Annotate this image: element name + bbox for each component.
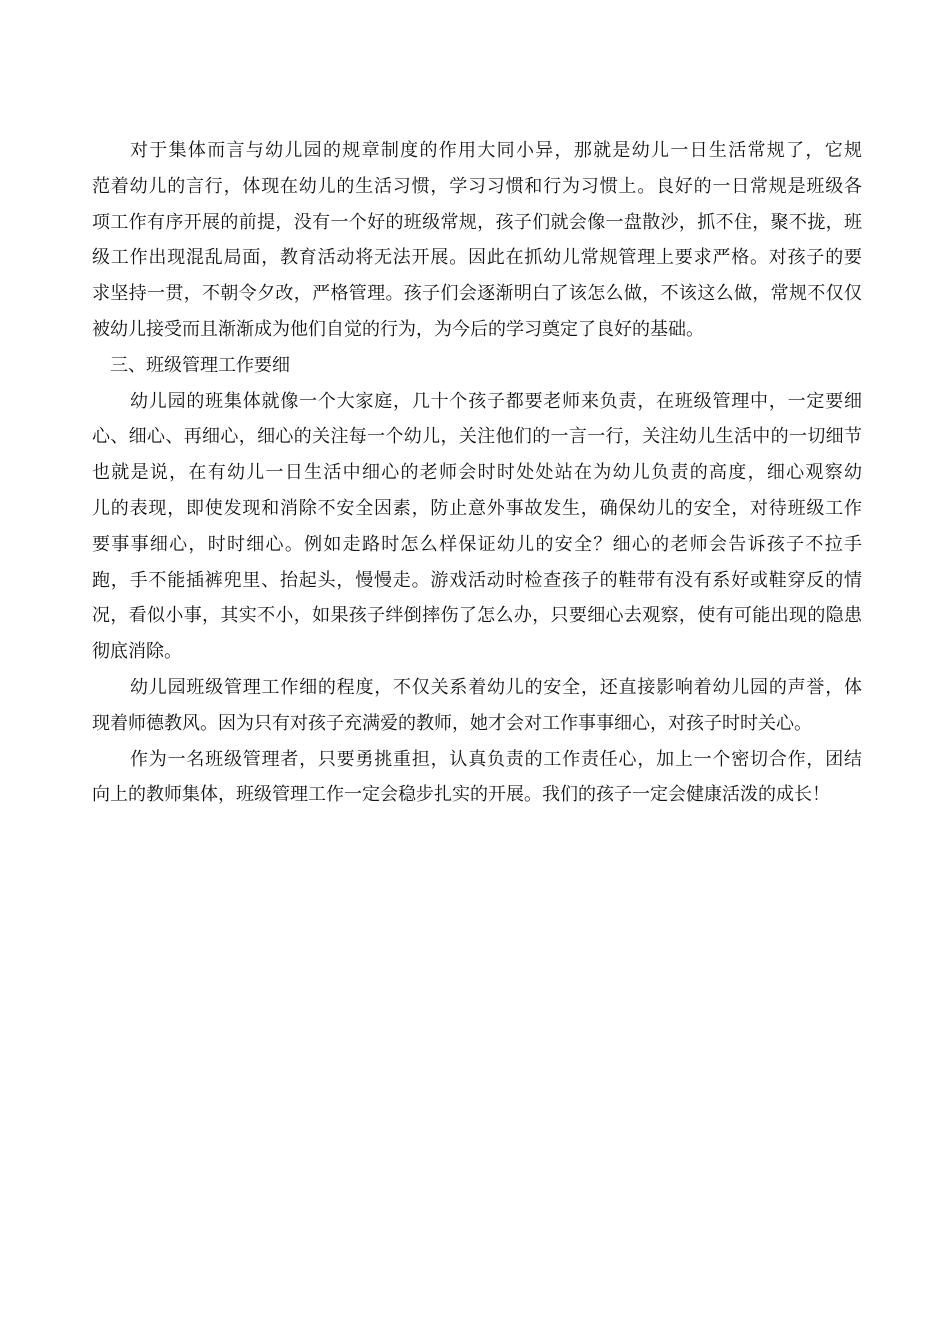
text-line: 儿的表现，即使发现和消除不安全因素，防止意外事故发生，确保幼儿的安全，对待班级工作 bbox=[92, 497, 862, 519]
text-line: 作为一名班级管理者，只要勇挑重担，认真负责的工作责任心，加上一个密切合作，团结 bbox=[130, 748, 862, 770]
text-line: 级工作出现混乱局面，教育活动将无法开展。因此在抓幼儿常规管理上要求严格。对孩子的要 bbox=[92, 247, 862, 269]
text-line: 心、细心、再细心，细心的关注每一个幼儿，关注他们的一言一行，关注幼儿生活中的一切细节 bbox=[92, 426, 862, 448]
text-line: 跑，手不能插裤兜里、抬起头，慢慢走。游戏活动时检查孩子的鞋带有没有系好或鞋穿反的情 bbox=[92, 569, 862, 591]
document-body bbox=[92, 133, 862, 813]
paragraph-detail bbox=[92, 384, 862, 670]
text-line: 对于集体而言与幼儿园的规章制度的作用大同小异，那就是幼儿一日生活常规了，它规 bbox=[130, 140, 862, 161]
text-line: 向上的教师集体，班级管理工作一定会稳步扎实的开展。我们的孩子一定会健康活泼的成长！ bbox=[92, 784, 830, 806]
text-line: 范着幼儿的言行，体现在幼儿的生活习惯，学习习惯和行为习惯上。良好的一日常规是班级各 bbox=[92, 175, 862, 197]
text-line: 彻底消除。 bbox=[92, 641, 182, 663]
text-line: 要事事细心，时时细心。例如走路时怎么样保证幼儿的安全？细心的老师会告诉孩子不拉手 bbox=[92, 533, 862, 555]
paragraph-routine bbox=[92, 133, 862, 348]
text-line: 项工作有序开展的前提，没有一个好的班级常规，孩子们就会像一盘散沙，抓不住，聚不拢，班 bbox=[92, 211, 862, 233]
text-line: 被幼儿接受而且渐渐成为他们自觉的行为，为今后的学习奠定了良好的基础。 bbox=[92, 318, 704, 340]
section-heading: 三、班级管理工作要细 bbox=[110, 354, 290, 376]
text-line: 况，看似小事，其实不小，如果孩子绊倒摔伤了怎么办，只要细心去观察，使有可能出现的隐患 bbox=[92, 605, 862, 627]
text-line: 幼儿园的班集体就像一个大家庭，几十个孩子都要老师来负责，在班级管理中，一定要细 bbox=[130, 390, 862, 412]
text-line: 现着师德教风。因为只有对孩子充满爱的教师，她才会对工作事事细心，对孩子时时关心。 bbox=[92, 712, 812, 734]
text-line: 幼儿园班级管理工作细的程度，不仅关系着幼儿的安全，还直接影响着幼儿园的声誉，体 bbox=[130, 676, 862, 698]
paragraph-reputation bbox=[92, 670, 862, 742]
text-line: 也就是说，在有幼儿一日生活中细心的老师会时时处处站在为幼儿负责的高度，细心观察幼 bbox=[92, 462, 862, 484]
text-line: 求坚持一贯，不朝令夕改，严格管理。孩子们会逐渐明白了该怎么做，不该这么做，常规不仅仅 bbox=[92, 283, 862, 305]
paragraph-conclusion bbox=[92, 742, 862, 814]
